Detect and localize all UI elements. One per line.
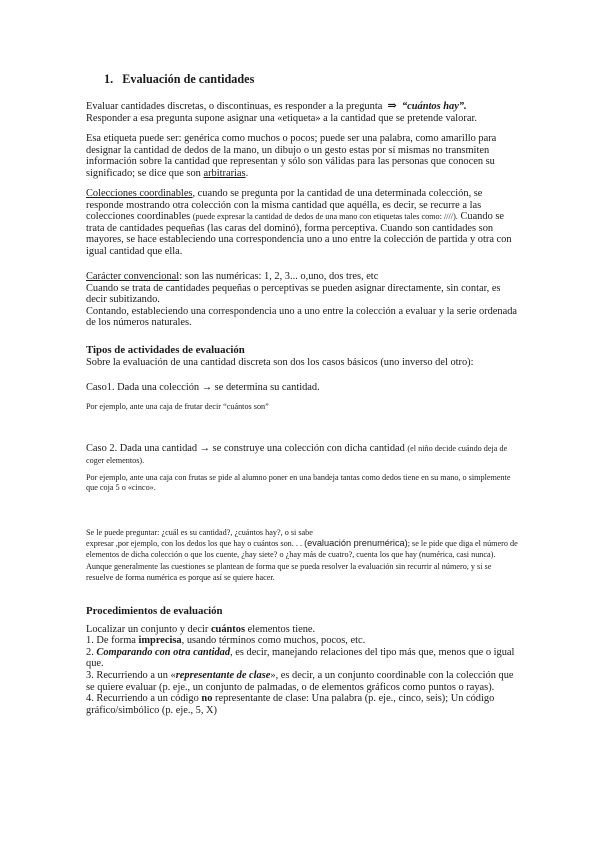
procedimientos-section: [86, 606, 518, 716]
pregunta-block: [86, 527, 518, 583]
caso2-block: [86, 443, 518, 466]
pregunta-line2: expresar ,por ejemplo, con los dedos los que hay o cuántos son. . .: [86, 539, 305, 549]
tipos-section: [86, 345, 518, 368]
tipos-title: Tipos de actividades de evaluación: [86, 344, 245, 356]
etiqueta-paragraph: [86, 133, 518, 179]
tipos-text: Sobre la evaluación de una cantidad discreta son dos los casos básicos (uno inverso del otro):: [86, 356, 474, 368]
caso2-small: (el niño decide cuándo deja de coger elementos).: [86, 444, 508, 465]
colecciones-small: (puede expresar la cantidad de dedos de una mano con etiquetas tales como: ////).: [192, 212, 458, 222]
caso2-example-block: [86, 473, 518, 493]
caracter-p3: Contando, estableciendo una correspondencia uno a uno entre la colección a evaluar y la serie ordenada de los números naturales.: [86, 305, 518, 329]
proc-item-2: 2. Comparando con otra cantidad, es decir, manejando relaciones del tipo más que, menos que o igual que.: [86, 646, 515, 670]
proc-intro-bold: cuántos: [210, 623, 246, 635]
section-heading: [104, 72, 254, 87]
caracter-text: : son las numéricas: 1, 2, 3... o,uno, dos tres, etc: [179, 271, 379, 282]
caracter-paragraph: [86, 271, 518, 329]
caso1-example: Por ejemplo, ante una caja de frutar decir “cuántos son”: [86, 402, 269, 411]
caso1-text: Caso1. Dada una colección → se determina su cantidad.: [86, 382, 320, 393]
proc-item-4: 4. Recurriendo a un código no representante de clase: Una palabra (p. eje., cinco, seis); Un código gráfico/simbólico (p. eje., 5, X): [86, 693, 495, 716]
evaluacion-prenumerica: (evaluación prenumérica): [304, 538, 408, 549]
colecciones-text2: Cuando se trata de cantidades pequeñas (las caras del dominó), forma perceptiva. Cuando son cantidades son mayores, se hace estableciendo una correspondencia uno a uno entre la colección de partida y otra con igual cantidad que ella.: [86, 211, 512, 257]
colecciones-paragraph: [86, 188, 518, 258]
implies-arrow-icon: ⇒: [387, 100, 397, 112]
intro-text: Evaluar cantidades discretas, o discontinuas, es responder a la pregunta: [86, 101, 385, 112]
proc-intro: Localizar un conjunto y decir: [86, 623, 211, 635]
pregunta-line2-after: ; se le pide que diga el número de elementos de dicha colección o que los cuente, ¿hay siete? o ¿hay más de cuatro?, cuenta los que hay (numérica, casi nunca).: [86, 539, 518, 560]
procedimientos-title: Procedimientos de evaluación: [86, 605, 223, 617]
proc-intro-after: elementos tiene.: [245, 623, 316, 635]
pregunta-line3: Aunque generalmente las cuestiones se plantean de forma que se pueda resolver la evaluación sin recurrir al número, y si se resuelve de forma numérica es porque así se quiere hacer.: [86, 561, 492, 582]
pregunta-line1: Se le puede preguntar: ¿cuál es su cantidad?, ¿cuántos hay?, o si sabe: [86, 528, 313, 537]
arbitrarias-term: arbitrarias: [203, 167, 246, 179]
etiqueta-text: Esa etiqueta puede ser: genérica como muchos o pocos; puede ser una palabra, como amarillo para designar la cantidad de dedos de la mano, un dibujo o un gesto estas por sí mismas no transmiten información sobre la cantidad que representan y sólo son válidas para las personas que conocen su significado; se dice que son: [86, 133, 497, 179]
caso1-example-block: [86, 402, 518, 412]
colecciones-term: Colecciones coordinables: [86, 188, 193, 199]
heading-title: Evaluación de cantidades: [122, 72, 255, 86]
caso1-block: [86, 382, 518, 394]
etiqueta-end: .: [245, 167, 249, 179]
colecciones-text1: , cuando se pregunta por la cantidad de una determinada colección, se responde mostrando otra colección con la misma cantidad que aquélla, es decir, se recurre a las colecciones coordinables: [86, 188, 483, 223]
intro-paragraph: [86, 101, 518, 124]
intro-after: Responder a esa pregunta supone asignar una «etiqueta» a la cantidad que se pretende valorar.: [86, 112, 477, 124]
caracter-p2: Cuando se trata de cantidades pequeñas o perceptivas se pueden asignar directamente, sin contar, es decir subitizando.: [86, 282, 501, 306]
caso2-text: Caso 2. Dada una cantidad → se construye una colección con dicha cantidad: [86, 443, 408, 454]
proc-item-3: 3. Recurriendo a un «representante de clase», es decir, a un conjunto coordinable con la colección que se quiere evaluar (p. eje., un conjunto de palmadas, o de elementos gráficos como puntos o rayas).: [86, 669, 514, 693]
intro-question: “cuántos hay”.: [401, 101, 467, 112]
heading-number: 1.: [104, 72, 114, 86]
proc-item-1: 1. De forma imprecisa, usando términos como muchos, pocos, etc.: [86, 635, 366, 647]
caracter-term: Carácter convencional: [86, 271, 180, 282]
caso2-example: Por ejemplo, ante una caja con frutas se pide al alumno poner en una bandeja tantas como dedos tiene en su mano, o simplemente que coja 5 o «cinco».: [86, 473, 511, 492]
